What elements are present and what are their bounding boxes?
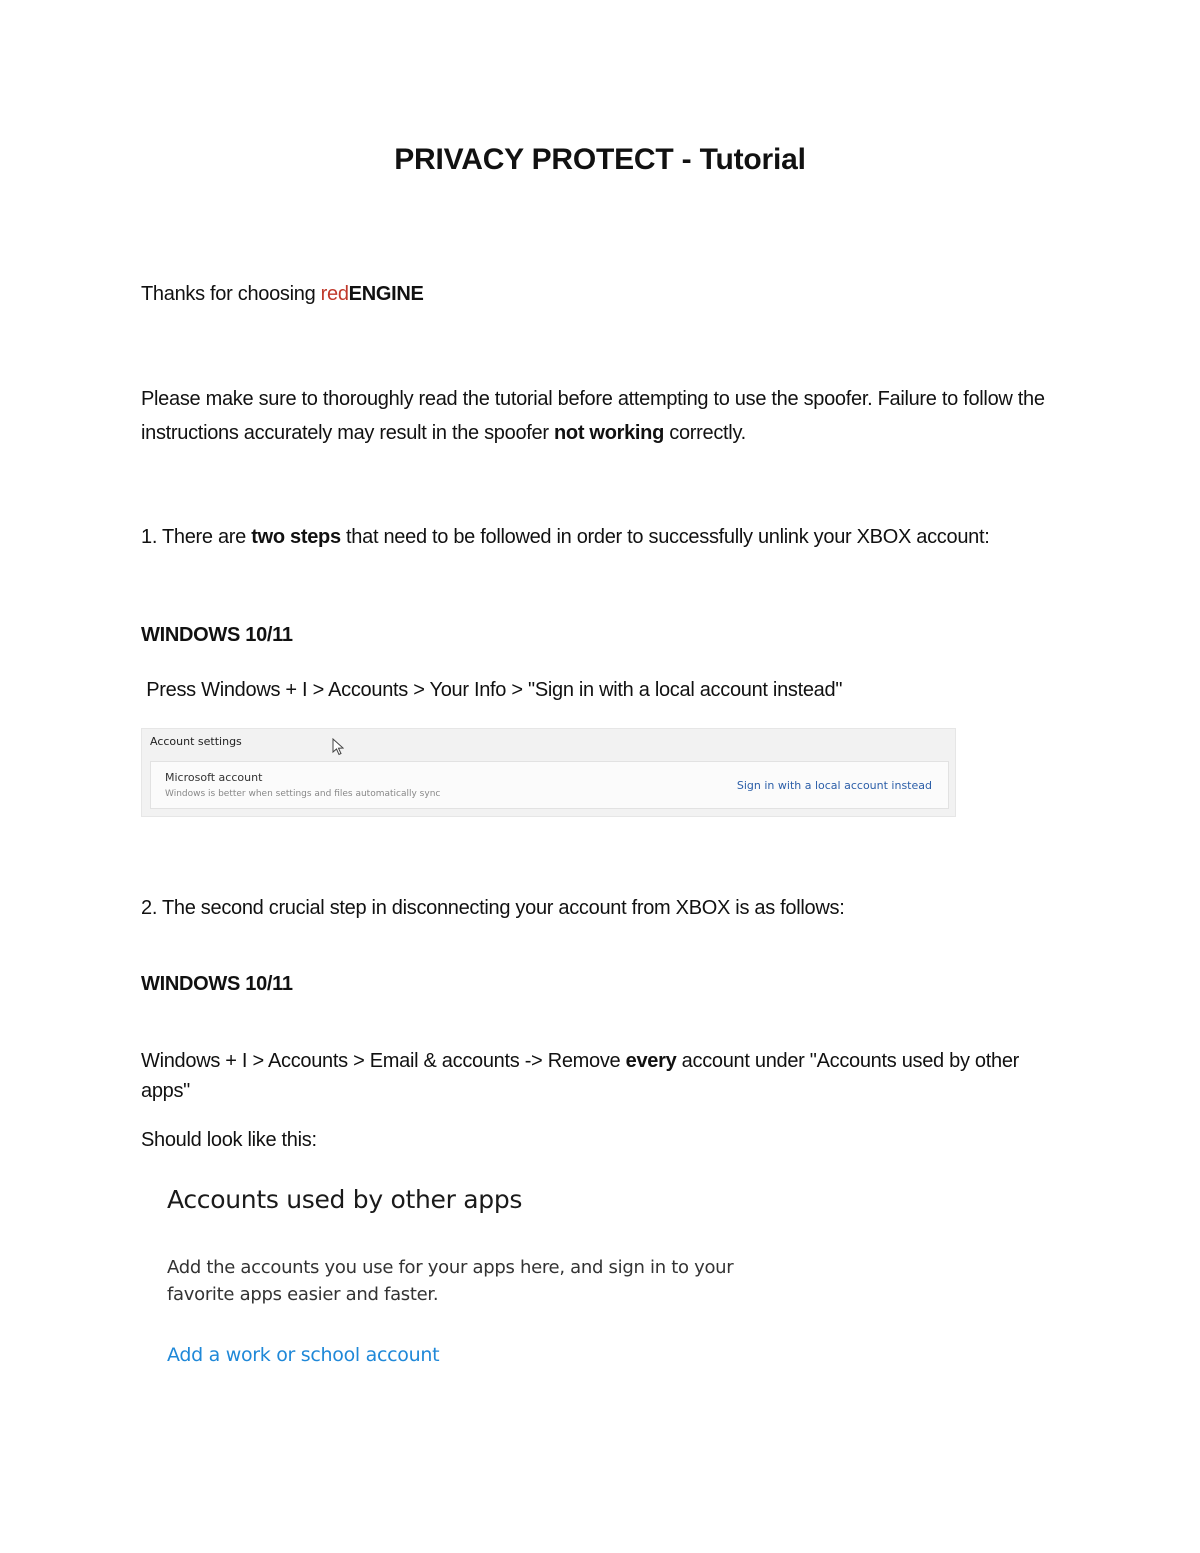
account-settings-title: Account settings [150, 735, 242, 748]
other-apps-heading: Accounts used by other apps [167, 1185, 523, 1214]
step2-instruction [141, 1046, 1056, 1106]
thanks-line [141, 277, 1061, 311]
step1-suffix: that need to be followed in order to successfully unlink your XBOX account: [340, 526, 990, 548]
intro-bold: not working [553, 422, 665, 444]
add-work-school-account-link: Add a work or school account [167, 1344, 440, 1366]
microsoft-account-title: Microsoft account [165, 771, 263, 784]
microsoft-account-subtitle: Windows is better when settings and files automatically sync [165, 789, 441, 799]
thanks-prefix: Thanks for choosing [141, 283, 321, 305]
account-settings-screenshot [141, 728, 956, 817]
intro-text-1: Please make sure to thoroughly read the tutorial before attempting to use the spoofer. Failure to follow the instructions accurately may result in the spoofer [141, 388, 1045, 444]
step2-instruction-bold: every [625, 1050, 677, 1072]
brand-red-text: red [320, 283, 349, 305]
intro-paragraph [141, 382, 1061, 450]
document-title: PRIVACY PROTECT - Tutorial [394, 143, 806, 176]
brand-engine-text: ENGINE [348, 283, 424, 305]
other-apps-description: Add the accounts you use for your apps here, and sign in to your favorite apps easier and faster. [167, 1257, 734, 1305]
step2-instruction-suffix: account under "Accounts used by other apps" [141, 1050, 1020, 1102]
step1-bold: two steps [251, 526, 341, 548]
step2-paragraph: 2. The second crucial step in disconnecting your account from XBOX is as follows: [141, 897, 845, 919]
should-look-like-text: Should look like this: [141, 1129, 317, 1151]
intro-text-2: correctly. [664, 422, 746, 444]
step1-instruction: Press Windows + I > Accounts > Your Info > "Sign in with a local account instead" [141, 679, 843, 701]
step1-prefix: 1. There are [141, 526, 252, 548]
step1-heading: WINDOWS 10/11 [141, 624, 293, 646]
sign-in-local-account-link: Sign in with a local account instead [736, 779, 932, 792]
step1-paragraph [141, 520, 1021, 554]
mouse-cursor-icon [332, 738, 344, 756]
step2-instruction-prefix: Windows + I > Accounts > Email & accounts -> Remove [141, 1050, 626, 1072]
step2-heading: WINDOWS 10/11 [141, 973, 293, 995]
microsoft-account-card [150, 761, 949, 809]
